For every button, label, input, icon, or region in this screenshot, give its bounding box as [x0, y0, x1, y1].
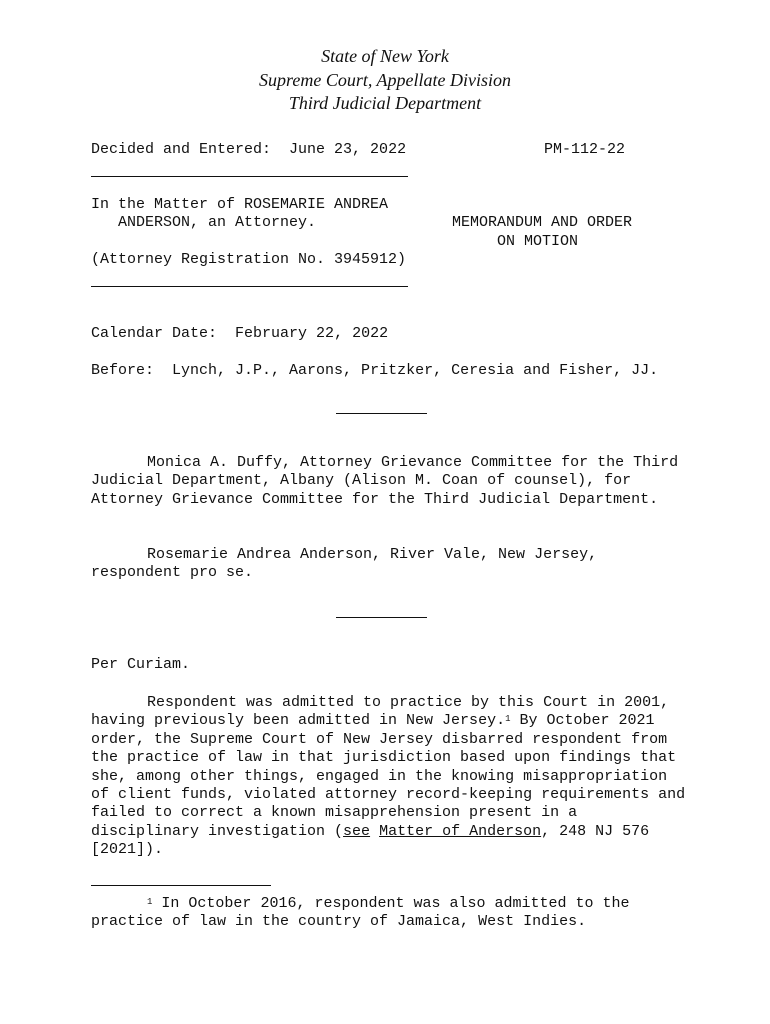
court-division: Supreme Court, Appellate Division: [259, 69, 511, 90]
footnote-number: 1: [147, 897, 153, 907]
opinion-text-part-1: Respondent was admitted to practice by this Court in 2001, having previously been admitted in New Jersey.: [91, 694, 670, 730]
per-curiam: Per Curiam.: [91, 656, 191, 673]
footnote-text-block: [91, 895, 651, 932]
judges-list: Lynch, J.P., Aarons, Pritzker, Ceresia and Fisher, JJ.: [172, 362, 659, 379]
order-type-line-1: MEMORANDUM AND ORDER: [452, 214, 633, 231]
section-divider-1: [336, 413, 427, 414]
section-divider-2: [336, 617, 427, 618]
court-state: State of New York: [321, 46, 449, 66]
footnote-reference: 1: [505, 714, 511, 725]
caption-line-1: In the Matter of ROSEMARIE ANDREA: [91, 196, 389, 213]
registration-number: (Attorney Registration No. 3945912): [91, 251, 407, 268]
caption-line-2: ANDERSON, an Attorney.: [118, 214, 317, 231]
opinion-paragraph: [91, 694, 689, 860]
calendar-label: Calendar Date:: [91, 325, 218, 342]
before-label: Before:: [91, 362, 155, 379]
appearance-petitioner: Monica A. Duffy, Attorney Grievance Committee for the Third Judicial Department, Albany (Alison M. Coan of counsel), for Attorney Grievance Committee for the Third Judicial Department.: [91, 454, 679, 508]
court-department: Third Judicial Department: [288, 93, 482, 113]
caption-top-rule: [91, 176, 408, 177]
docket-number: PM-112-22: [544, 141, 626, 158]
calendar-date: February 22, 2022: [235, 325, 389, 342]
appearance-respondent: Rosemarie Andrea Anderson, River Vale, New Jersey, respondent pro se.: [91, 546, 598, 582]
calendar-date-line: [91, 325, 388, 343]
footnote-text: In October 2016, respondent was also admitted to the practice of law in the country of Jamaica, West Indies.: [91, 895, 630, 931]
signal-see: see: [343, 822, 371, 840]
caption-bottom-rule: [91, 286, 408, 287]
case-name: Matter of Anderson: [379, 822, 542, 840]
decided-date: June 23, 2022: [289, 141, 407, 158]
decided-label: Decided and Entered:: [91, 141, 272, 158]
opinion-text-part-2: By October 2021 order, the Supreme Court of New Jersey disbarred respondent from the practice of law in that jurisdiction based upon findings that she, among other things, engaged in the knowing misappropriation of client funds, violated attorney record-keeping requirements and failed to correct a known misapprehension present in a disciplinary investigation (: [91, 712, 686, 840]
case-citation: , 248 NJ 576 [2021]).: [91, 822, 650, 859]
before-line: [91, 362, 658, 380]
decided-line: [91, 141, 406, 159]
court-header: [0, 45, 770, 116]
footnote-rule: [91, 885, 271, 886]
order-type-line-2: ON MOTION: [497, 233, 579, 250]
